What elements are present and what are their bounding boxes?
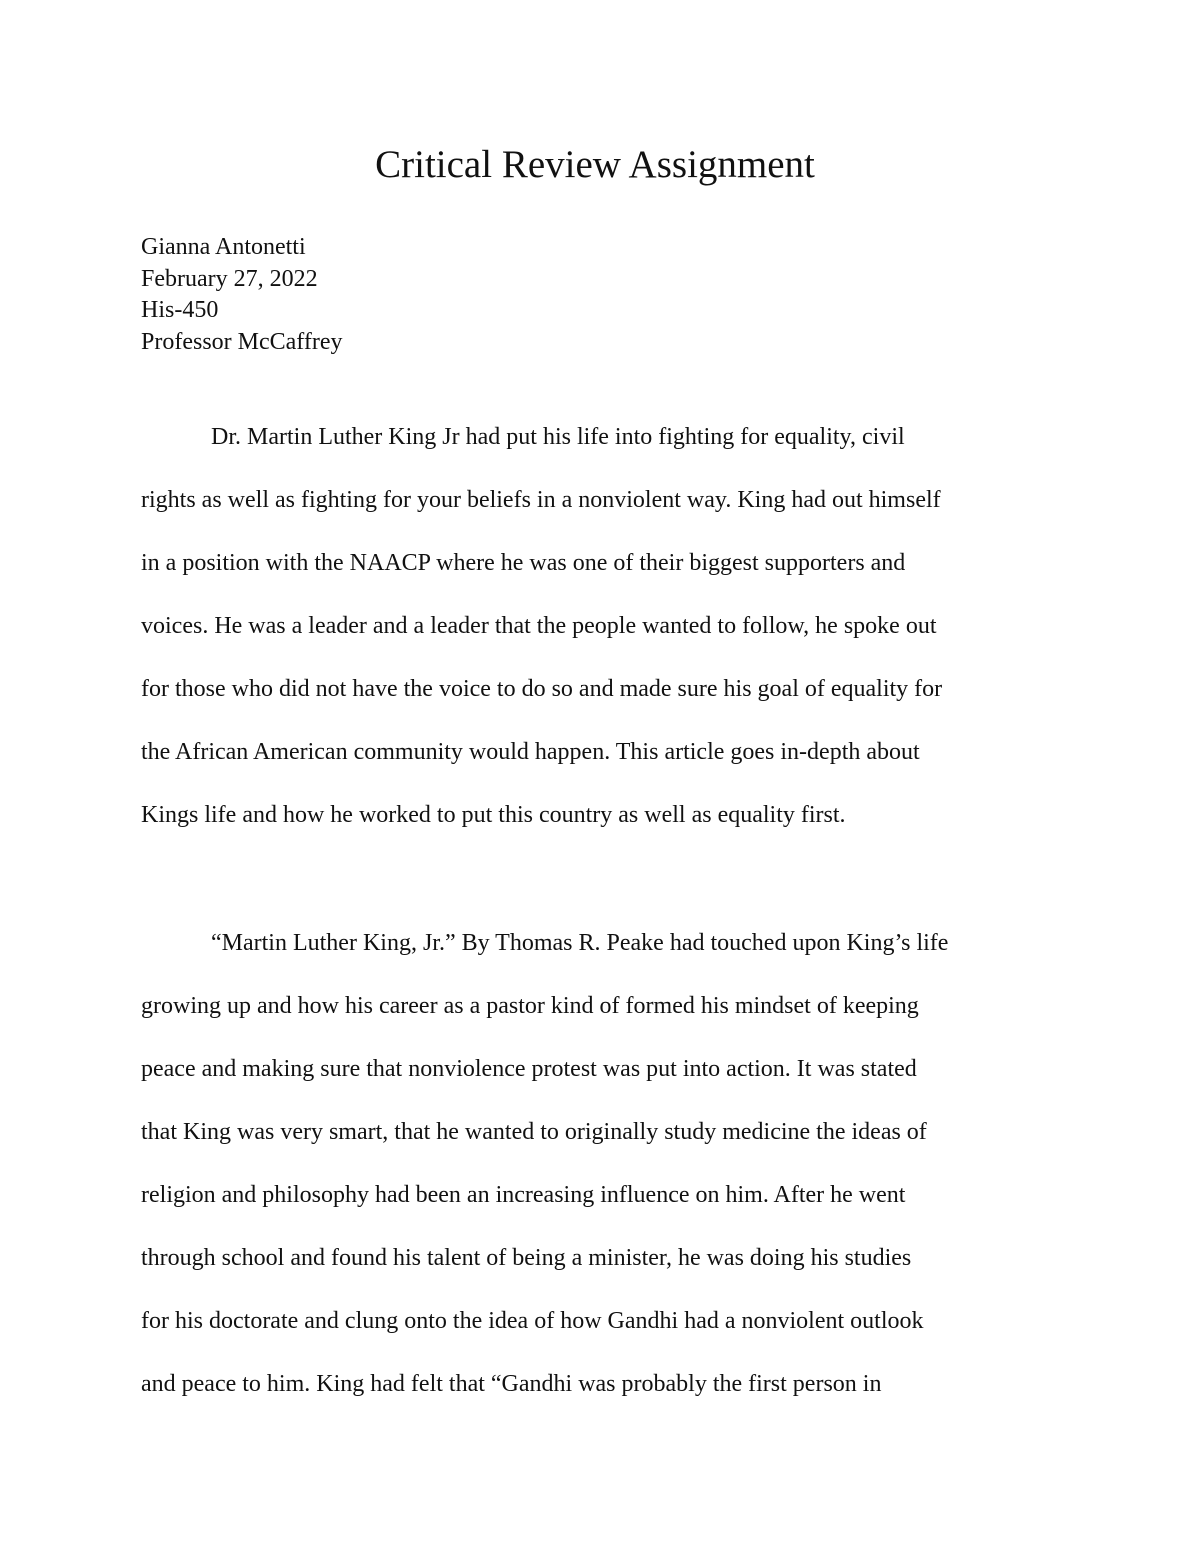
paragraph-1 <box>141 406 942 847</box>
paragraph-line: Kings life and how he worked to put this country as well as equality first. <box>141 802 846 828</box>
paragraph-line: peace and making sure that nonviolence protest was put into action. It was stated <box>141 1056 917 1082</box>
paragraph-line: the African American community would happen. This article goes in-depth about <box>141 739 920 765</box>
paragraph-line: for his doctorate and clung onto the idea of how Gandhi had a nonviolent outlook <box>141 1308 924 1334</box>
document-title: Critical Review Assignment <box>375 143 815 186</box>
paragraph-line: “Martin Luther King, Jr.” By Thomas R. Peake had touched upon King’s life <box>211 930 949 956</box>
paragraph-line: religion and philosophy had been an increasing influence on him. After he went <box>141 1182 906 1208</box>
submission-date: February 27, 2022 <box>141 265 318 292</box>
paragraph-line: in a position with the NAACP where he was one of their biggest supporters and <box>141 550 906 576</box>
paragraph-line: voices. He was a leader and a leader that the people wanted to follow, he spoke out <box>141 613 937 639</box>
course-code: His-450 <box>141 297 219 323</box>
paragraph-line: for those who did not have the voice to do so and made sure his goal of equality for <box>141 676 943 702</box>
paragraph-line: through school and found his talent of being a minister, he was doing his studies <box>141 1245 912 1271</box>
paragraph-line: and peace to him. King had felt that “Gandhi was probably the first person in <box>141 1371 882 1397</box>
document-header <box>141 232 343 358</box>
paragraph-line: that King was very smart, that he wanted to originally study medicine the ideas of <box>141 1119 927 1145</box>
paragraph-line: Dr. Martin Luther King Jr had put his life into fighting for equality, civil <box>211 424 905 450</box>
author-name: Gianna Antonetti <box>141 234 306 260</box>
paragraph-line: rights as well as fighting for your beliefs in a nonviolent way. King had out himself <box>141 487 941 513</box>
paragraph-2 <box>141 912 948 1416</box>
paragraph-line: growing up and how his career as a pastor kind of formed his mindset of keeping <box>141 993 919 1019</box>
instructor-name: Professor McCaffrey <box>141 328 343 355</box>
